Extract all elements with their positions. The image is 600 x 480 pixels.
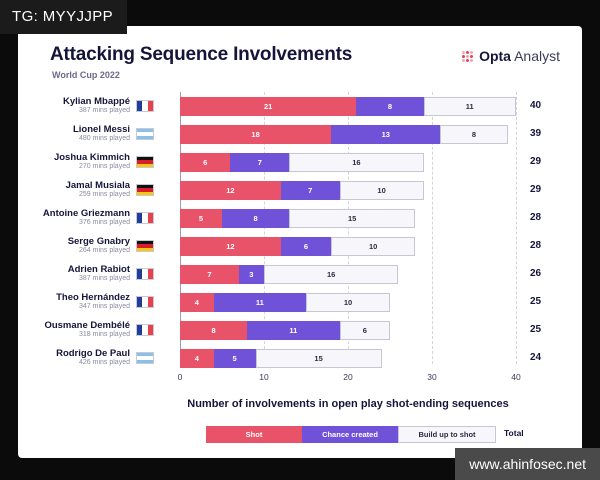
total-value: 39 (530, 128, 542, 139)
country-flag-icon (136, 156, 154, 168)
player-minutes: 318 mins played (79, 331, 130, 338)
page-title: Attacking Sequence Involvements (50, 44, 353, 65)
bar-segment-value: 8 (387, 102, 393, 111)
total-value: 26 (530, 268, 542, 279)
bar-segment-value: 16 (327, 270, 336, 279)
player-minutes: 264 mins played (79, 247, 130, 254)
table-row[interactable] (180, 265, 398, 284)
bar-segment-build (256, 349, 382, 368)
table-row[interactable] (180, 153, 424, 172)
player-name: Jamal Musiala (65, 180, 130, 191)
bar-segment-build (440, 125, 507, 144)
watermark: www.ahinfosec.net (455, 448, 600, 480)
country-flag-icon (136, 352, 154, 364)
bar-segment-value: 15 (314, 354, 323, 363)
bar-segment-chance (247, 321, 339, 340)
bar-segment-value: 10 (369, 242, 378, 251)
bar-segment-build (289, 153, 423, 172)
bar-segment-value: 11 (465, 102, 474, 111)
total-value: 25 (530, 324, 542, 335)
bar-segment-shot (180, 237, 281, 256)
table-row[interactable] (180, 125, 508, 144)
bar-segment-value: 5 (198, 214, 204, 223)
total-value: 29 (530, 156, 542, 167)
bar-segment-shot (180, 209, 222, 228)
total-value: 40 (530, 100, 542, 111)
country-flag-icon (136, 184, 154, 196)
legend-label-chance-created: Chance created (322, 430, 378, 439)
bar-segment-build (264, 265, 398, 284)
bar-segment-build (340, 181, 424, 200)
bar-segment-shot (180, 293, 214, 312)
legend-item-build-up (398, 426, 496, 443)
bar-segment-value: 10 (377, 186, 386, 195)
category-label-row (18, 348, 158, 369)
category-label-row (18, 124, 158, 145)
total-cell (524, 264, 570, 285)
tag-badge: TG: MYYJJPP (0, 0, 127, 34)
bar-segment-shot (180, 181, 281, 200)
total-cell (524, 96, 570, 117)
country-flag-icon (136, 268, 154, 280)
bar-segment-value: 4 (194, 298, 199, 307)
total-cell (524, 320, 570, 341)
bar-segment-value: 10 (343, 298, 353, 307)
player-name: Kylian Mbappé (62, 96, 130, 107)
country-flag-icon (136, 324, 154, 336)
bar-segment-value: 12 (226, 242, 235, 251)
player-name: Joshua Kimmich (53, 152, 130, 163)
category-label-row (18, 292, 158, 313)
table-row[interactable] (180, 97, 516, 116)
total-value: 24 (530, 352, 542, 363)
total-cell (524, 208, 570, 229)
x-tick-label: 0 (177, 372, 183, 382)
player-minutes: 480 mins played (79, 135, 130, 142)
bar-segment-value: 6 (362, 326, 367, 335)
player-minutes: 387 mins played (79, 107, 130, 114)
category-label-row (18, 320, 158, 341)
opta-dots-icon (462, 51, 473, 62)
total-value: 29 (530, 184, 542, 195)
bar-segment-chance (281, 237, 331, 256)
bar-segment-build (424, 97, 516, 116)
bar-segment-value: 15 (348, 214, 357, 223)
bar-segment-build (340, 321, 390, 340)
legend-total-label: Total (504, 428, 524, 438)
x-tick-label: 40 (511, 372, 521, 382)
table-row[interactable] (180, 237, 415, 256)
country-flag-icon (136, 296, 154, 308)
gridline (516, 92, 517, 364)
total-value: 28 (530, 212, 542, 223)
total-cell (524, 152, 570, 173)
bar-segment-chance (356, 97, 423, 116)
bar-segment-shot (180, 321, 247, 340)
brand-name (479, 48, 560, 64)
bar-segment-shot (180, 97, 356, 116)
player-name: Antoine Griezmann (42, 208, 130, 219)
legend-label-shot: Shot (245, 430, 263, 439)
bar-segment-chance (214, 293, 306, 312)
table-row[interactable] (180, 209, 415, 228)
player-name: Adrien Rabiot (67, 264, 130, 275)
table-row[interactable] (180, 181, 424, 200)
total-cell (524, 348, 570, 369)
player-minutes: 426 mins played (79, 359, 130, 366)
totals-column (524, 92, 570, 382)
bar-segment-chance (331, 125, 440, 144)
player-minutes: 259 mins played (79, 191, 130, 198)
total-cell (524, 236, 570, 257)
bar-segment-chance (222, 209, 289, 228)
bar-segment-value: 4 (194, 354, 199, 363)
country-flag-icon (136, 212, 154, 224)
brand-logo (462, 48, 560, 64)
bar-segment-build (331, 237, 415, 256)
bars-area (177, 92, 521, 382)
bar-segment-value: 6 (303, 242, 309, 251)
legend-item-shot (206, 426, 302, 443)
chart-legend (206, 426, 496, 443)
table-row[interactable] (180, 349, 382, 368)
bar-segment-build (289, 209, 415, 228)
bar-segment-value: 6 (203, 158, 208, 167)
chart-subtitle: World Cup 2022 (52, 70, 120, 80)
x-tick-label: 20 (343, 372, 353, 382)
bar-segment-value: 18 (251, 130, 260, 139)
x-axis-title: Number of involvements in open play shot-ending sequences (187, 398, 509, 410)
legend-label-build-up: Build up to shot (418, 430, 476, 439)
x-tick-label: 30 (427, 372, 437, 382)
bar-segment-value: 3 (249, 270, 254, 279)
bar-segment-value: 11 (255, 298, 264, 307)
bar-segment-shot (180, 265, 239, 284)
player-minutes: 376 mins played (79, 219, 130, 226)
player-minutes: 270 mins played (79, 163, 130, 170)
total-cell (524, 124, 570, 145)
country-flag-icon (136, 240, 154, 252)
chart-card (18, 26, 582, 458)
table-row[interactable] (180, 293, 390, 312)
category-label-row (18, 264, 158, 285)
bar-segment-value: 8 (471, 130, 477, 139)
total-cell (524, 292, 570, 313)
brand-name-suffix: Analyst (510, 48, 560, 64)
player-name: Serge Gnabry (67, 236, 130, 247)
player-minutes: 347 mins played (79, 303, 130, 310)
bar-segment-chance (230, 153, 289, 172)
bar-segment-shot (180, 125, 331, 144)
legend-item-chance-created (302, 426, 398, 443)
table-row[interactable] (180, 321, 390, 340)
brand-name-main: Opta (479, 48, 511, 64)
bar-segment-shot (180, 153, 230, 172)
bar-segment-chance (281, 181, 340, 200)
bar-segment-value: 13 (381, 130, 390, 139)
bar-segment-build (306, 293, 390, 312)
category-label-row (18, 96, 158, 117)
total-value: 28 (530, 240, 542, 251)
player-name: Rodrigo De Paul (56, 348, 130, 359)
bar-segment-chance (239, 265, 264, 284)
country-flag-icon (136, 100, 154, 112)
chart-plot-area (18, 92, 582, 392)
total-value: 25 (530, 296, 542, 307)
category-label-row (18, 208, 158, 229)
x-tick-label: 10 (259, 372, 269, 382)
category-label-row (18, 152, 158, 173)
category-label-row (18, 236, 158, 257)
country-flag-icon (136, 128, 154, 140)
player-name: Lionel Messi (72, 124, 130, 135)
bar-segment-shot (180, 349, 214, 368)
player-name: Ousmane Dembélé (44, 320, 130, 331)
bar-segment-value: 8 (253, 214, 258, 223)
bar-segment-value: 7 (207, 270, 212, 279)
bar-segment-value: 16 (352, 158, 361, 167)
bar-segment-value: 7 (257, 158, 262, 167)
bar-segment-value: 8 (211, 326, 216, 335)
bar-segment-value: 11 (289, 326, 298, 335)
category-label-row (18, 180, 158, 201)
bar-segment-value: 21 (264, 102, 273, 111)
player-minutes: 387 mins played (79, 275, 130, 282)
total-cell (524, 180, 570, 201)
player-name: Theo Hernández (56, 292, 130, 303)
bar-segment-value: 12 (226, 186, 235, 195)
bar-segment-value: 7 (308, 186, 313, 195)
category-labels (18, 92, 158, 382)
bar-segment-value: 5 (232, 354, 237, 363)
bar-segment-chance (214, 349, 256, 368)
